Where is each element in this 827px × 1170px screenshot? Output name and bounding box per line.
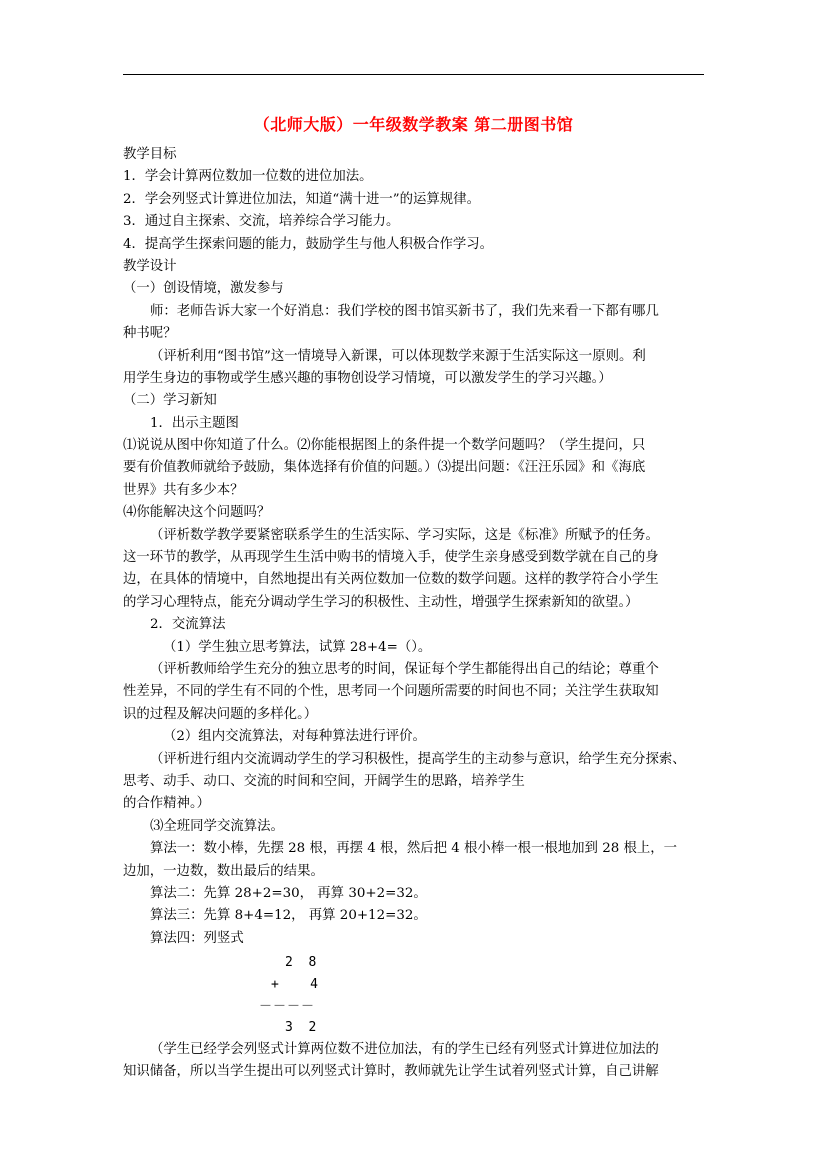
text-line: 算法三：先算 8+4=12， 再算 20+12=32。 <box>150 908 427 924</box>
vertical-calculation <box>123 950 713 1039</box>
text-line: 这一环节的教学，从再现学生生活中购书的情境入手，使学生亲身感受到数学就在自己的身 <box>123 550 659 566</box>
calc-row-2: + 4 <box>271 977 318 993</box>
text-line: 的合作精神。） <box>123 796 211 812</box>
text-line: 1．出示主题图 <box>150 415 239 431</box>
text-line: （评析进行组内交流调动学生的学习积极性，提高学生的主动参与意识，给学生充分探索、 <box>150 751 686 767</box>
calc-row-1: 2 8 <box>285 955 317 971</box>
text-line: 知识储备，所以当学生提出可以列竖式计算时，教师就先让学生试着列竖式计算，自己讲解 <box>123 1064 659 1080</box>
text-line: （评析数学教学要紧密联系学生的生活实际、学习实际，这是《标准》所赋予的任务。 <box>150 527 659 543</box>
text-line: 性差异，不同的学生有不同的个性，思考同一个问题所需要的时间也不同；关注学生获取知 <box>123 684 659 700</box>
text-line: 种书呢？ <box>123 326 177 342</box>
text-line: 算法四：列竖式 <box>150 930 244 946</box>
text-line: 教学设计 <box>123 258 177 274</box>
calc-result: 3 2 <box>285 1020 317 1036</box>
text-line: （1）学生独立思考算法，试算 28+4=（）。 <box>163 639 432 655</box>
text-line: 师：老师告诉大家一个好消息：我们学校的图书馆买新书了，我们先来看一下都有哪几 <box>150 303 659 319</box>
text-line: （一）创设情境，激发参与 <box>123 281 284 297</box>
text-line: 2．学会列竖式计算进位加法，知道“满十进一”的运算规律。 <box>123 191 480 207</box>
text-line: 3．通过自主探索、交流，培养综合学习能力。 <box>123 214 400 230</box>
text-line: 教学目标 <box>123 147 177 162</box>
text-line: 1．学会计算两位数加一位数的进位加法。 <box>123 169 373 185</box>
text-line: （评析利用“图书馆”这一情境导入新课，可以体现数学来源于生活实际这一原则。利 <box>150 348 646 364</box>
text-line: 思考、动手、动口、交流的时间和空间，开阔学生的思路，培养学生 <box>123 773 525 789</box>
text-line: 的学习心理特点，能充分调动学生学习的积极性、主动性，增强学生探索新知的欲望。） <box>123 594 639 610</box>
page-title: （北师大版）一年级数学教案 第二册图书馆 <box>253 115 574 134</box>
text-line: 算法一：数小棒，先摆 28 根，再摆 4 根，然后把 4 根小棒一根一根地加到 28 根上，一 <box>150 841 678 857</box>
paragraph-lines <box>123 144 713 950</box>
text-line: （2）组内交流算法，对每种算法进行评价。 <box>163 729 426 745</box>
text-line: 要有价值教师就给予鼓励，集体选择有价值的问题。）⑶提出问题：《汪汪乐园》和《海底 <box>123 460 646 476</box>
text-line: 边，在具体的情境中，自然地提出有关两位数加一位数的数学问题。这样的教学符合小学生 <box>123 572 659 588</box>
text-line: 边加，一边数，数出最后的结果。 <box>123 863 324 879</box>
text-line: （二）学习新知 <box>123 393 217 409</box>
closing-lines <box>123 1039 713 1084</box>
text-line: ⑶全班同学交流算法。 <box>150 818 284 834</box>
calc-bar: －－－－ <box>259 999 316 1015</box>
text-line: 用学生身边的事物或学生感兴趣的事物创设学习情境，可以激发学生的学习兴趣。） <box>123 370 612 386</box>
text-line: （评析教师给学生充分的独立思考的时间，保证每个学生都能得出自己的结论；尊重个 <box>150 661 659 677</box>
text-line: 识的过程及解决问题的多样化。） <box>123 706 318 722</box>
header-rule <box>123 74 704 75</box>
text-line: 2．交流算法 <box>150 617 226 633</box>
document-body <box>123 144 713 1084</box>
text-line: 4．提高学生探索问题的能力，鼓励学生与他人积极合作学习。 <box>123 236 494 252</box>
text-line: ⑴说说从图中你知道了什么。⑵你能根据图上的条件提一个数学问题吗？（学生提问，只 <box>123 438 646 454</box>
text-line: 算法二：先算 28+2=30， 再算 30+2=32。 <box>150 885 427 901</box>
text-line: 世界》共有多少本？ <box>123 482 244 498</box>
text-line: ⑷你能解决这个问题吗？ <box>123 505 271 521</box>
text-line: （学生已经学会列竖式计算两位数不进位加法，有的学生已经有列竖式计算进位加法的 <box>150 1042 659 1058</box>
